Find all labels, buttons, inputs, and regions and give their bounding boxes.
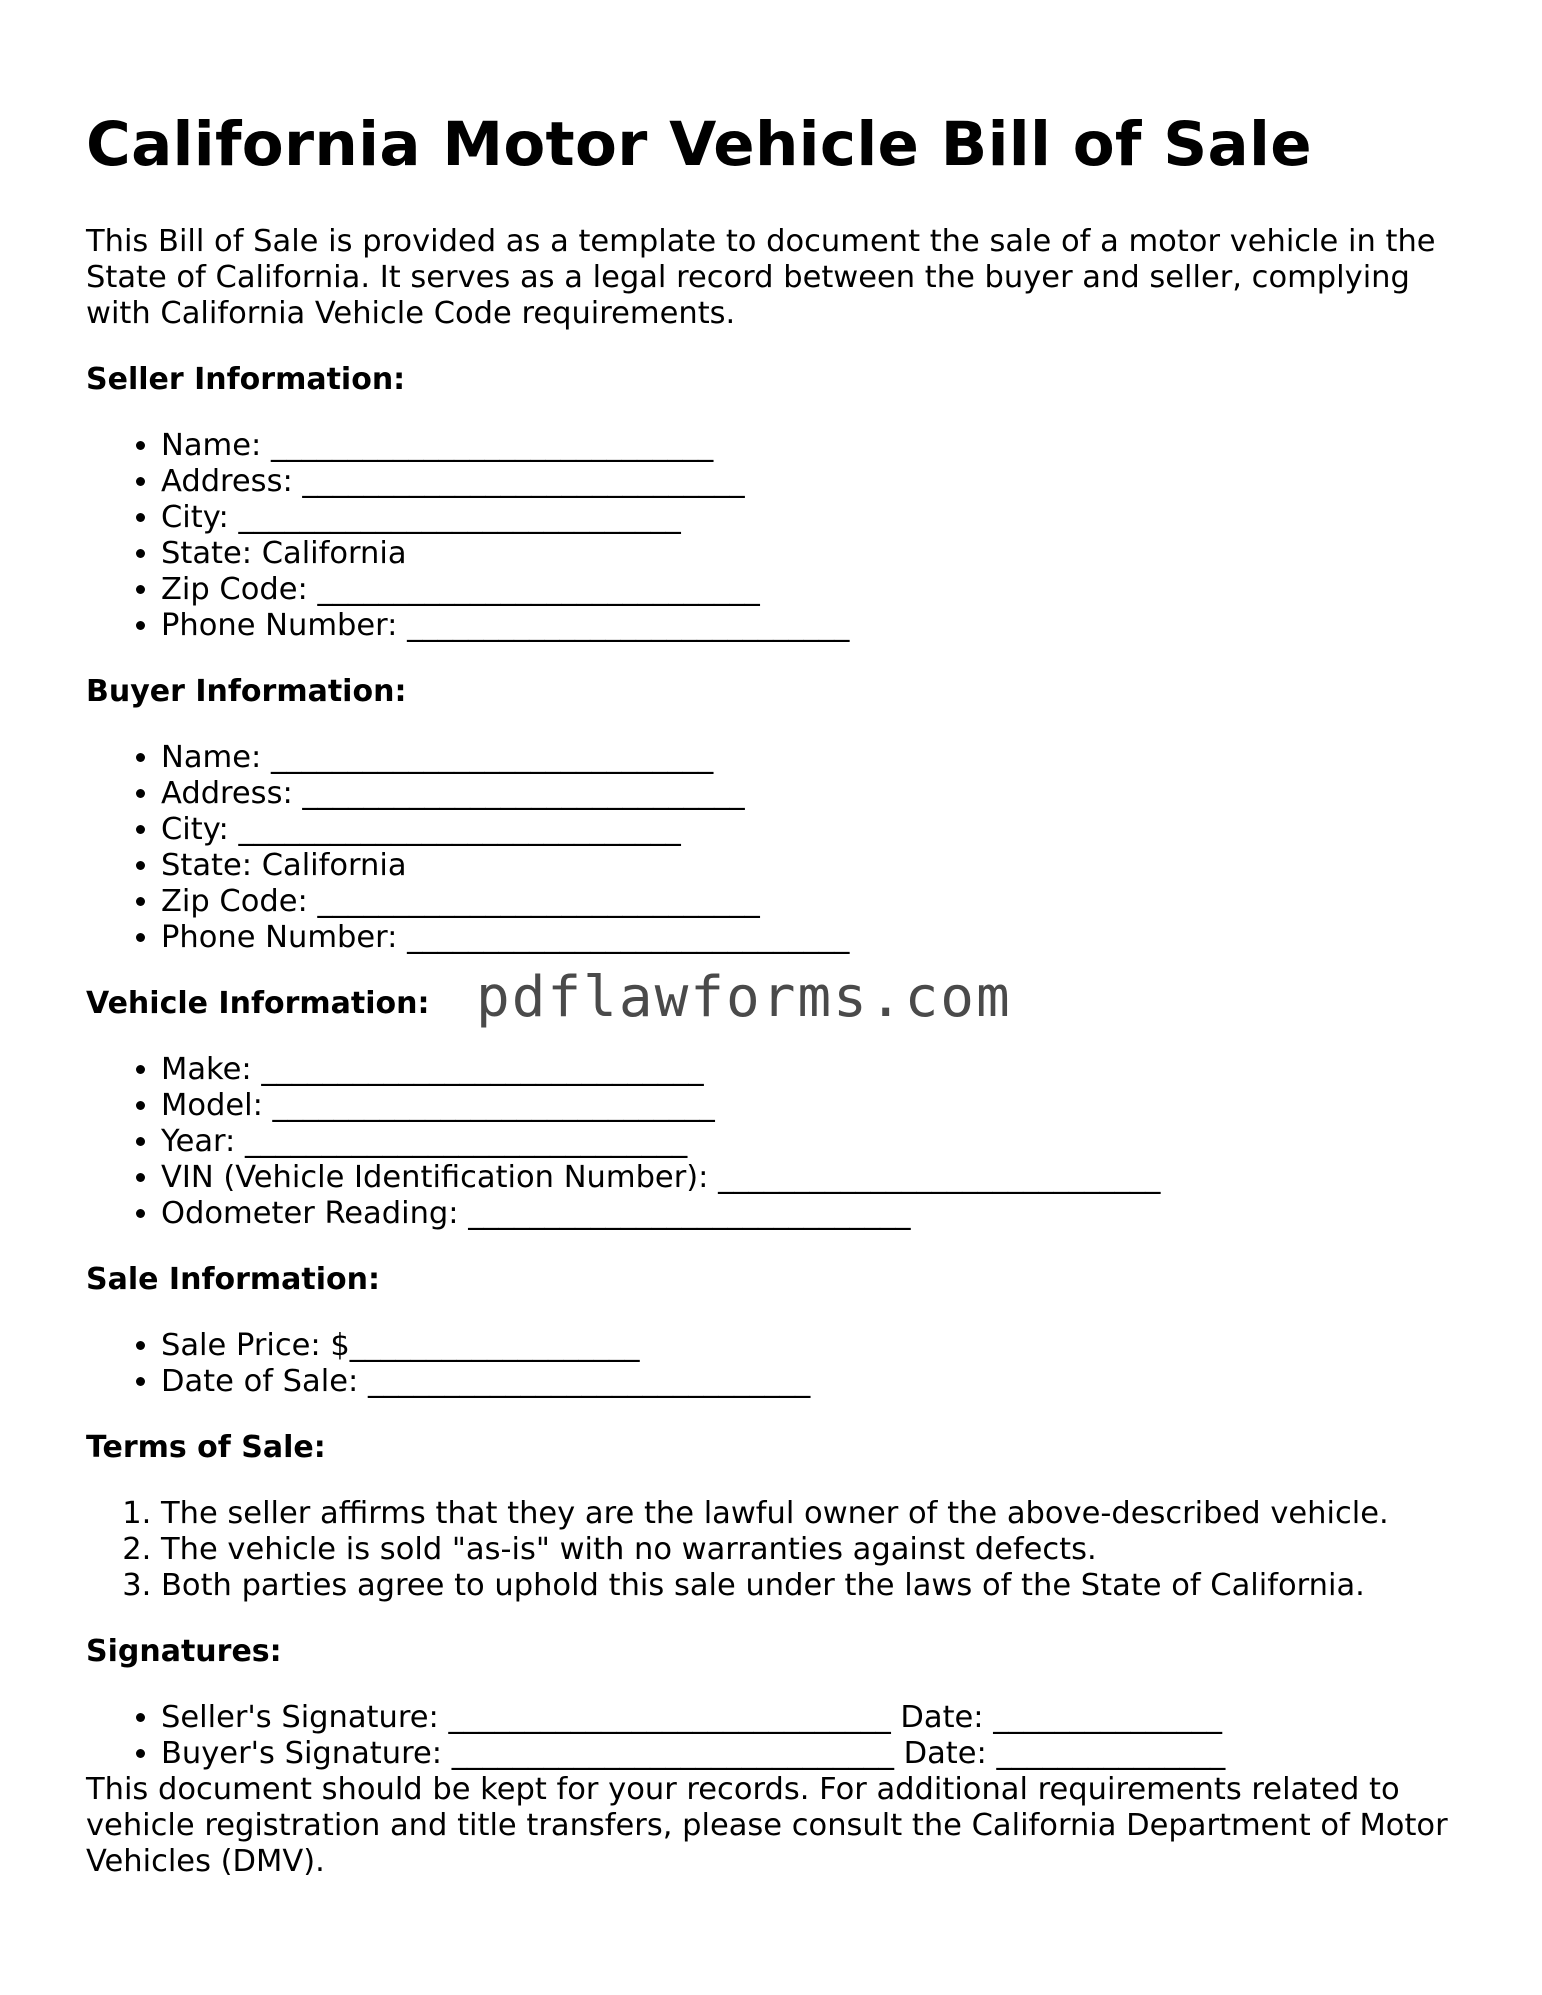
intro-paragraph: This Bill of Sale is provided as a template to document the sale of a motor vehicle in the State of California. It serves as a legal record between the buyer and seller, complying with California Vehicle Code requirements. [86,224,1436,331]
watermark: pdflawforms.com [476,965,1012,1030]
terms-list [86,1496,1466,1604]
vehicle-year-field: • Year: _____________________________ [161,1124,1466,1160]
document-page [86,0,1466,1880]
buyer-phone-field: • Phone Number: _____________________________ [161,920,1466,956]
terms-heading: Terms of Sale: [86,1430,326,1465]
seller-phone-field: • Phone Number: _____________________________ [161,608,1466,644]
seller-city-field: • City: _____________________________ [161,500,1466,536]
terms-item: 1. The seller affirms that they are the lawful owner of the above-described vehicle. [161,1496,1466,1532]
sale-date-field: • Date of Sale: _____________________________ [161,1364,1466,1400]
seller-address-field: • Address: _____________________________ [161,464,1466,500]
seller-name-field: • Name: _____________________________ [161,428,1466,464]
terms-item: 2. The vehicle is sold "as-is" with no warranties against defects. [161,1532,1466,1568]
terms-item: 3. Both parties agree to uphold this sale under the laws of the State of California. [161,1568,1466,1604]
buyer-zip-field: • Zip Code: _____________________________ [161,884,1466,920]
vehicle-list [86,1052,1466,1232]
buyer-address-field: • Address: _____________________________ [161,776,1466,812]
seller-zip-field: • Zip Code: _____________________________ [161,572,1466,608]
sale-list [86,1328,1466,1400]
buyer-heading: Buyer Information: [86,674,407,709]
vehicle-odometer-field: • Odometer Reading: _____________________________ [161,1196,1466,1232]
page-title: California Motor Vehicle Bill of Sale [86,109,1312,180]
signatures-list [86,1700,1466,1772]
buyer-state-field: • State: California [161,848,1466,884]
seller-heading: Seller Information: [86,362,406,397]
buyer-city-field: • City: _____________________________ [161,812,1466,848]
vehicle-model-field: • Model: _____________________________ [161,1088,1466,1124]
sale-heading: Sale Information: [86,1262,380,1297]
seller-list [86,428,1466,644]
seller-signature-field: • Seller's Signature: _____________________________ Date: _______________ [161,1700,1466,1736]
sale-price-field: • Sale Price: $___________________ [161,1328,1466,1364]
vehicle-vin-field: • VIN (Vehicle Identification Number): _____________________________ [161,1160,1466,1196]
vehicle-heading: Vehicle Information: [86,986,430,1021]
signatures-heading: Signatures: [86,1634,282,1669]
buyer-signature-field: • Buyer's Signature: _____________________________ Date: _______________ [161,1736,1466,1772]
buyer-name-field: • Name: _____________________________ [161,740,1466,776]
vehicle-make-field: • Make: _____________________________ [161,1052,1466,1088]
closing-paragraph: This document should be kept for your records. For additional requirements related to vehicle registration and title transfers, please consult the California Department of Motor Vehicles (DMV). [86,1772,1448,1879]
seller-state-field: • State: California [161,536,1466,572]
vehicle-heading-row [86,965,1466,1030]
buyer-list [86,740,1466,956]
